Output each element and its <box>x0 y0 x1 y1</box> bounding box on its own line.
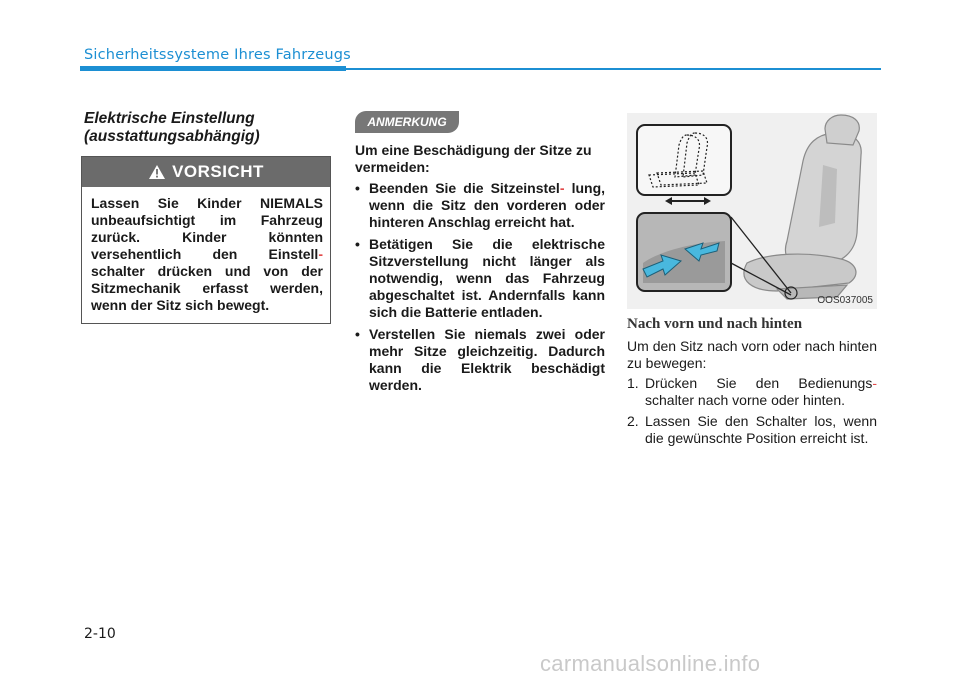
step-list <box>627 375 877 451</box>
caution-box <box>81 156 331 324</box>
hyphen-mark: - <box>318 246 323 262</box>
list-item-text: Betätigen Sie die elektrische Sitzverstellung nicht länger als notwendig, wenn das Fahrzeug abgeschaltet ist. Andernfalls kann sich die Batterie entladen. <box>369 236 605 320</box>
seat-illustration <box>627 113 877 309</box>
bullet: • <box>355 326 360 342</box>
bullet: • <box>355 236 360 252</box>
list-item <box>355 236 605 321</box>
hyphen-mark: - <box>559 180 565 196</box>
caution-header <box>82 157 330 187</box>
figure-code: OOS037005 <box>817 295 873 306</box>
caution-label: VORSICHT <box>172 162 264 181</box>
list-item <box>627 413 877 447</box>
seat-icon <box>744 115 861 299</box>
list-item-text: lung, wenn die Sitz den vorderen oder hinteren Anschlag erreicht hat. <box>369 180 606 230</box>
bullet: • <box>355 180 360 196</box>
list-item-text: Verstellen Sie niemals zwei oder mehr Sitze gleichzeitig. Dadurch kann die Elektrik beschädigt werden. <box>369 326 605 393</box>
hyphen-mark: - <box>872 375 877 391</box>
warning-triangle-icon <box>148 164 166 180</box>
section-heading-line1: Elektrische Einstellung <box>84 110 255 127</box>
caution-text-part: schalter drücken und von der Sitzmechanik erfasst werden, wenn der Sitz sich bewegt. <box>91 263 323 313</box>
caution-text <box>91 195 323 314</box>
list-item <box>355 326 605 394</box>
step-number: 2. <box>627 413 639 429</box>
list-item <box>355 180 605 231</box>
seat-diagram <box>627 113 877 309</box>
header-rule-thick <box>80 66 346 71</box>
section-title: Sicherheitssysteme Ihres Fahrzeugs <box>84 47 351 63</box>
note-intro: Um eine Beschädigung der Sitze zu vermeiden: <box>355 142 592 175</box>
subsection-heading: Nach vorn und nach hinten <box>627 316 803 332</box>
step-number: 1. <box>627 375 639 391</box>
caution-text-part: Lassen Sie Kinder NIEMALS unbeaufsichtigt im Fahrzeug zurück. Kinder könnten versehentlich den Einstell <box>91 195 323 262</box>
list-item-text: Beenden Sie die Sitzeinstel <box>369 180 560 196</box>
note-list <box>355 180 605 399</box>
step-text: Lassen Sie den Schalter los, wenn die gewünschte Position erreicht ist. <box>645 413 877 446</box>
body-text: Um den Sitz nach vorn oder nach hinten zu bewegen: <box>627 338 877 371</box>
step-text: schalter nach vorne oder hinten. <box>645 392 846 408</box>
watermark: carmanualsonline.info <box>540 651 761 676</box>
step-text: Drücken Sie den Bedienungs <box>645 375 873 391</box>
section-heading <box>84 110 334 146</box>
note-badge: ANMERKUNG <box>355 111 459 133</box>
header-rule-thin <box>346 68 881 70</box>
page-number: 2-10 <box>84 626 116 642</box>
section-heading-line2: (ausstattungsabhängig) <box>84 128 260 145</box>
list-item <box>627 375 877 409</box>
